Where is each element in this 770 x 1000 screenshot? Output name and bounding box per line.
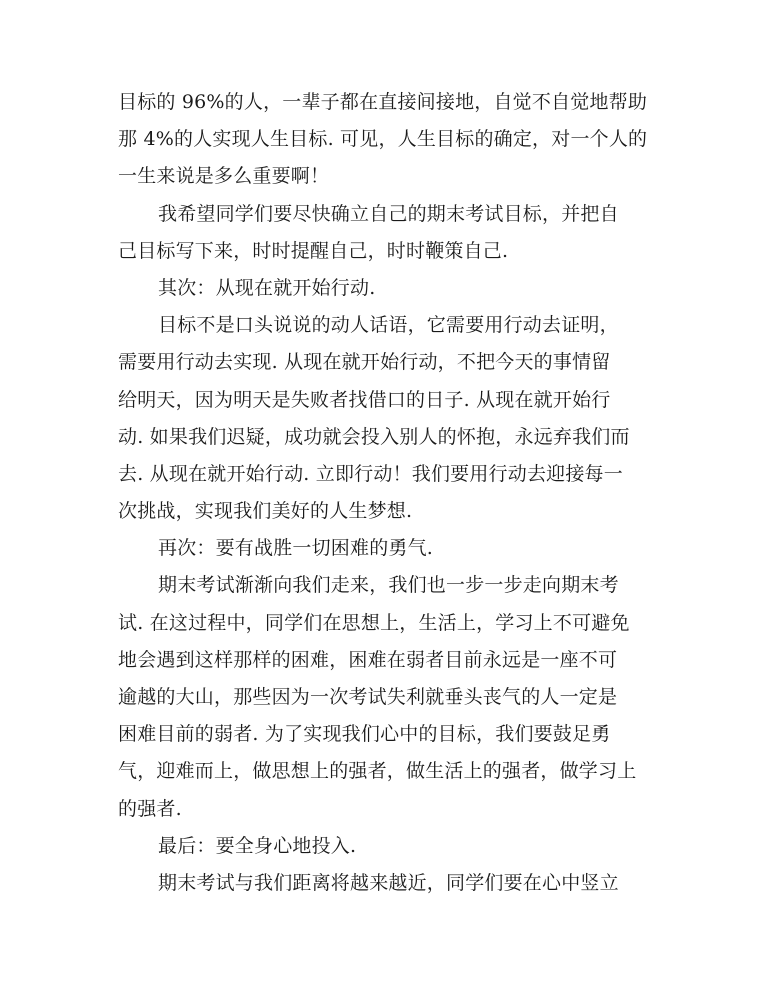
text-line: 次挑战，实现我们美好的人生梦想. <box>118 500 413 523</box>
text-line: 期末考试与我们距离将越来越近，同学们要在心中竖立 <box>158 871 619 894</box>
text-line: 期末考试渐渐向我们走来，我们也一步一步走向期末考 <box>158 574 619 597</box>
text-line: 目标的 96%的人，一辈子都在直接间接地，自觉不自觉地帮助 <box>118 91 648 113</box>
section-heading: 再次：要有战胜一切困难的勇气. <box>158 537 434 560</box>
text-line: 目标不是口头说说的动人话语，它需要用行动去证明， <box>158 314 619 337</box>
text-line: 给明天，因为明天是失败者找借口的日子. 从现在就开始行 <box>118 388 611 411</box>
text-line: 己目标写下来，时时提醒自己，时时鞭策自己. <box>118 239 509 262</box>
text-line: 需要用行动去实现. 从现在就开始行动，不把今天的事情留 <box>118 351 611 374</box>
text-line: 动. 如果我们迟疑，成功就会投入别人的怀抱，永远弃我们而 <box>118 425 630 448</box>
section-heading: 最后：要全身心地投入. <box>158 834 357 857</box>
section-heading: 其次：从现在就开始行动. <box>158 276 376 299</box>
text-line: 的强者. <box>118 797 182 820</box>
text-line: 气，迎难而上，做思想上的强者，做生活上的强者，做学习上 <box>118 760 637 783</box>
text-line: 那 4%的人实现人生目标. 可见，人生目标的确定，对一个人的 <box>118 128 648 151</box>
text-line: 逾越的大山，那些因为一次考试失利就垂头丧气的人一定是 <box>118 686 618 708</box>
document-body <box>118 84 658 902</box>
text-line: 困难目前的弱者. 为了实现我们心中的目标，我们要鼓足勇 <box>118 723 611 746</box>
text-line: 一生来说是多么重要啊！ <box>118 165 330 188</box>
text-line: 我希望同学们要尽快确立自己的期末考试目标，并把自 <box>158 202 619 225</box>
text-line: 试. 在这过程中，同学们在思想上，生活上，学习上不可避免 <box>118 611 630 634</box>
text-line: 地会遇到这样那样的困难，困难在弱者目前永远是一座不可 <box>118 648 618 671</box>
text-line: 去. 从现在就开始行动. 立即行动！我们要用行动去迎接每一 <box>118 462 623 485</box>
